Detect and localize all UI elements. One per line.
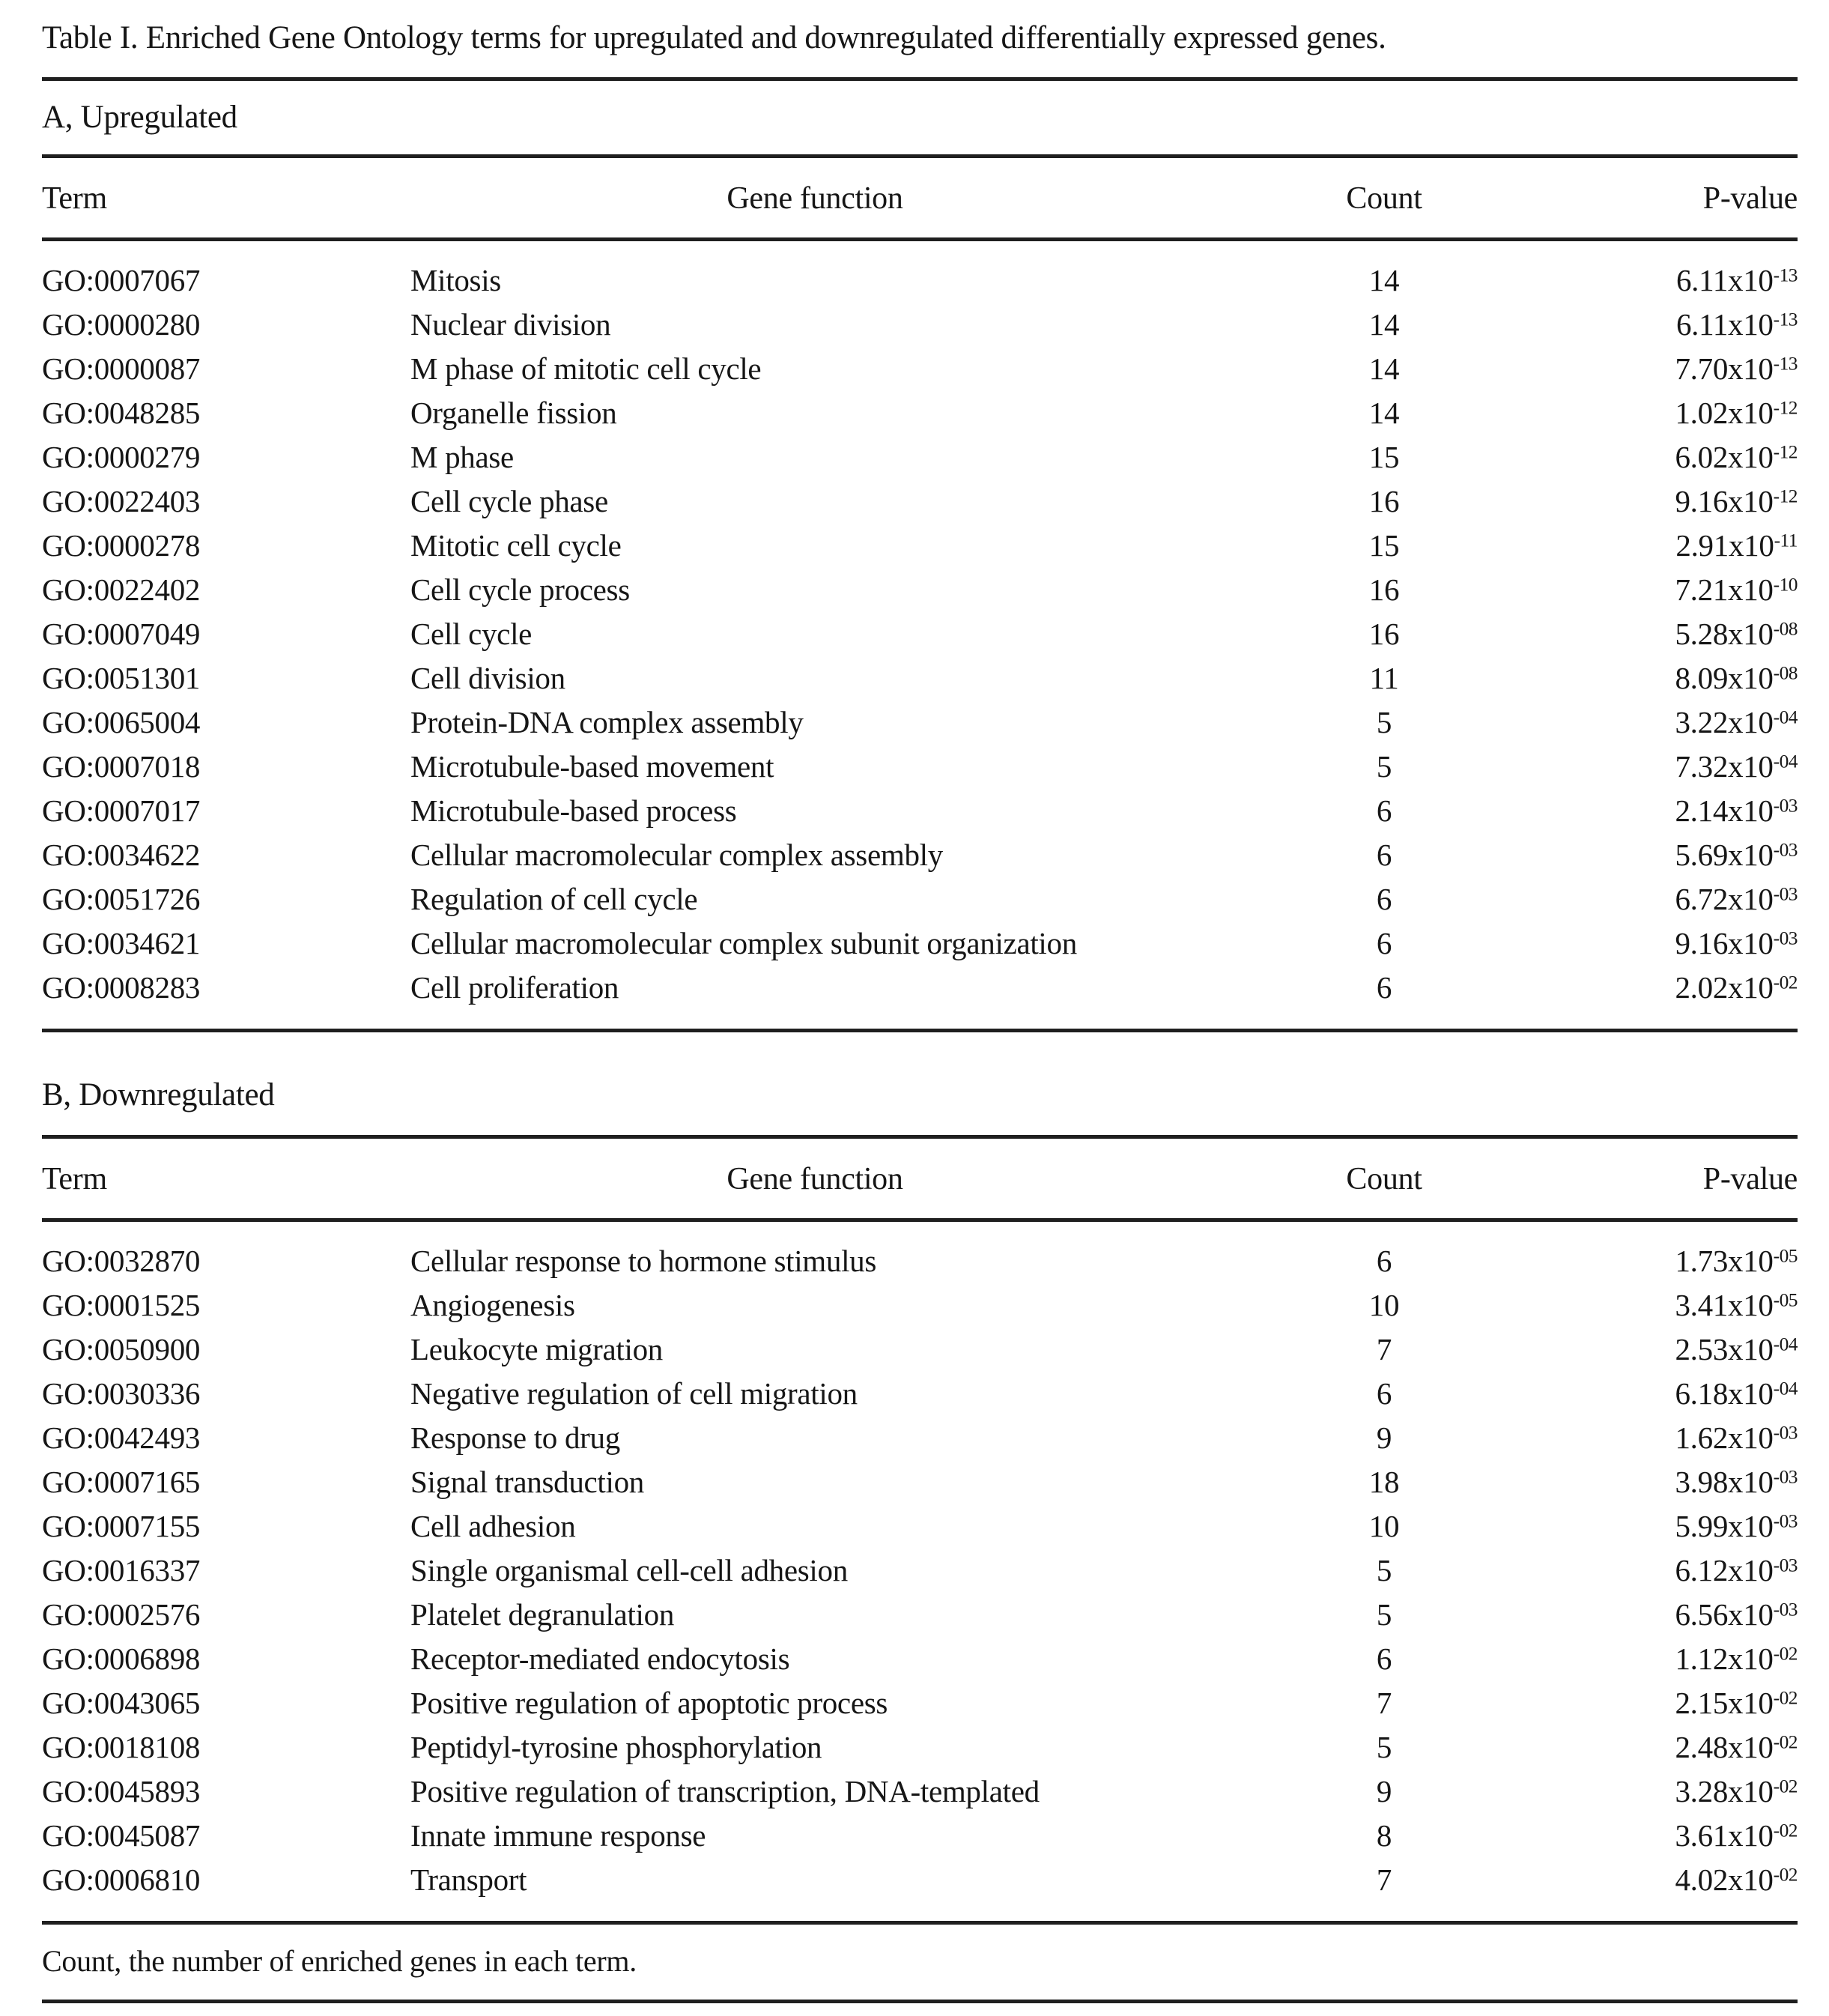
col-header-pvalue: P-value	[1549, 157, 1798, 240]
p-value-mantissa: 7.32x10	[1675, 748, 1774, 784]
go-term-id: GO:0034621	[42, 925, 201, 960]
go-term-id: GO:0000279	[42, 439, 201, 474]
p-value	[1549, 1283, 1798, 1327]
p-value-exponent: -04	[1773, 1333, 1798, 1354]
p-value-exponent: -03	[1773, 883, 1798, 904]
p-value-exponent: -05	[1773, 1289, 1798, 1310]
gene-function: Cell cycle phase	[410, 483, 608, 518]
section-label: A, Upregulated	[42, 100, 237, 135]
gene-function: Nuclear division	[410, 306, 611, 342]
gene-function: Organelle fission	[410, 395, 617, 430]
p-value-exponent: -12	[1773, 485, 1798, 506]
section-label: B, Downregulated	[42, 1077, 275, 1113]
p-value-exponent: -03	[1773, 794, 1798, 816]
header-row	[42, 1137, 1798, 1220]
gene-count: 18	[1368, 1464, 1400, 1499]
p-value-exponent: -03	[1773, 1554, 1798, 1575]
gene-count: 14	[1368, 262, 1400, 297]
gene-function: Cell adhesion	[410, 1508, 576, 1543]
table-row	[42, 965, 1798, 1031]
go-term-id: GO:0000087	[42, 351, 201, 386]
gene-count: 16	[1368, 616, 1400, 651]
go-term-id: GO:0032870	[42, 1243, 201, 1278]
gene-count: 10	[1368, 1508, 1400, 1543]
table-row	[42, 567, 1798, 611]
go-term-id: GO:0007049	[42, 616, 201, 651]
p-value-mantissa: 7.21x10	[1675, 572, 1774, 607]
p-value-exponent: -03	[1773, 1421, 1798, 1443]
gene-function: Mitotic cell cycle	[410, 527, 622, 563]
go-term-id: GO:0022403	[42, 483, 201, 518]
table-row	[42, 1459, 1798, 1504]
table-row	[42, 1327, 1798, 1371]
p-value-mantissa: 1.12x10	[1675, 1641, 1774, 1676]
gene-function: Cellular response to hormone stimulus	[410, 1243, 877, 1278]
horizontal-rule	[42, 77, 1798, 81]
p-value-exponent: -04	[1773, 706, 1798, 727]
gene-count: 6	[1376, 925, 1392, 960]
p-value-mantissa: 6.72x10	[1675, 881, 1774, 916]
table-row	[42, 523, 1798, 567]
go-term-id: GO:0018108	[42, 1729, 201, 1764]
table-row	[42, 700, 1798, 744]
p-value	[1549, 346, 1798, 390]
col-header-count: Count	[1219, 1137, 1549, 1220]
p-value-mantissa: 5.99x10	[1675, 1508, 1774, 1543]
p-value	[1549, 479, 1798, 523]
gene-function: Mitosis	[410, 262, 501, 297]
go-term-id: GO:0000278	[42, 527, 201, 563]
table-row	[42, 435, 1798, 479]
p-value-mantissa: 9.16x10	[1675, 925, 1774, 960]
table-row	[42, 877, 1798, 921]
p-value-mantissa: 6.02x10	[1675, 439, 1774, 474]
p-value	[1549, 611, 1798, 656]
gene-function: M phase of mitotic cell cycle	[410, 351, 762, 386]
gene-function: Response to drug	[410, 1420, 620, 1455]
gene-function: Cellular macromolecular complex assembly	[410, 837, 943, 872]
gene-function: Innate immune response	[410, 1817, 706, 1853]
p-value	[1549, 656, 1798, 700]
p-value	[1549, 567, 1798, 611]
p-value	[1549, 1371, 1798, 1415]
gene-function: Positive regulation of apoptotic process	[410, 1685, 888, 1720]
p-value	[1549, 1327, 1798, 1371]
go-term-id: GO:0007165	[42, 1464, 201, 1499]
table-row	[42, 479, 1798, 523]
p-value-exponent: -08	[1773, 617, 1798, 639]
table-sections	[42, 100, 1798, 1925]
go-term-id: GO:0034622	[42, 837, 201, 872]
p-value	[1549, 240, 1798, 303]
gene-function: Leukocyte migration	[410, 1331, 663, 1366]
p-value	[1549, 1415, 1798, 1459]
go-term-id: GO:0030336	[42, 1375, 201, 1411]
p-value-mantissa: 2.14x10	[1675, 793, 1774, 828]
gene-function: Platelet degranulation	[410, 1596, 675, 1632]
p-value	[1549, 1592, 1798, 1636]
p-value	[1549, 302, 1798, 346]
gene-count: 7	[1376, 1685, 1392, 1720]
gene-count: 15	[1368, 527, 1400, 563]
p-value-mantissa: 1.02x10	[1675, 395, 1774, 430]
gene-function: Negative regulation of cell migration	[410, 1375, 858, 1411]
p-value-exponent: -12	[1773, 396, 1798, 418]
p-value	[1549, 832, 1798, 877]
table-row	[42, 921, 1798, 965]
gene-function: Single organismal cell-cell adhesion	[410, 1552, 848, 1587]
table-row	[42, 1592, 1798, 1636]
go-term-id: GO:0045087	[42, 1817, 201, 1853]
go-term-table	[42, 1135, 1798, 1925]
p-value-exponent: -11	[1774, 529, 1798, 551]
go-term-id: GO:0051301	[42, 660, 201, 695]
table-row	[42, 1769, 1798, 1813]
table-row	[42, 390, 1798, 435]
go-term-id: GO:0048285	[42, 395, 201, 430]
gene-function: Cell cycle process	[410, 572, 630, 607]
gene-function: Microtubule-based process	[410, 793, 737, 828]
p-value-mantissa: 3.41x10	[1675, 1287, 1774, 1322]
go-term-id: GO:0007067	[42, 262, 201, 297]
go-term-id: GO:0008283	[42, 969, 201, 1005]
go-term-id: GO:0001525	[42, 1287, 201, 1322]
go-term-id: GO:0000280	[42, 306, 201, 342]
table-row	[42, 1220, 1798, 1283]
go-term-id: GO:0016337	[42, 1552, 201, 1587]
gene-function: Angiogenesis	[410, 1287, 575, 1322]
p-value-mantissa: 6.11x10	[1675, 262, 1774, 297]
p-value-exponent: -02	[1773, 1819, 1798, 1841]
p-value	[1549, 1220, 1798, 1283]
gene-count: 16	[1368, 572, 1400, 607]
p-value	[1549, 965, 1798, 1031]
go-term-id: GO:0051726	[42, 881, 201, 916]
p-value-exponent: -03	[1773, 1465, 1798, 1487]
gene-count: 5	[1376, 748, 1392, 784]
gene-function: Cellular macromolecular complex subunit organization	[410, 925, 1077, 960]
p-value-exponent: -05	[1773, 1244, 1798, 1266]
p-value-mantissa: 2.53x10	[1675, 1331, 1774, 1366]
table-body	[42, 1220, 1798, 1923]
p-value	[1549, 1504, 1798, 1548]
gene-count: 6	[1376, 793, 1392, 828]
gene-count: 11	[1369, 660, 1399, 695]
p-value-mantissa: 7.70x10	[1675, 351, 1774, 386]
table-title: Table I. Enriched Gene Ontology terms for upregulated and downregulated differentially expressed genes.	[42, 20, 1386, 55]
col-header-pvalue: P-value	[1549, 1137, 1798, 1220]
col-header-term: Term	[42, 157, 410, 240]
table-row	[42, 744, 1798, 788]
p-value	[1549, 390, 1798, 435]
go-term-id: GO:0007018	[42, 748, 201, 784]
gene-function: Cell cycle	[410, 616, 533, 651]
p-value	[1549, 1813, 1798, 1857]
gene-count: 14	[1368, 395, 1400, 430]
go-term-id: GO:0022402	[42, 572, 201, 607]
p-value-mantissa: 1.73x10	[1675, 1243, 1774, 1278]
gene-function: Regulation of cell cycle	[410, 881, 698, 916]
p-value-mantissa: 6.11x10	[1675, 306, 1774, 342]
p-value-mantissa: 6.12x10	[1675, 1552, 1774, 1587]
gene-count: 5	[1376, 1729, 1392, 1764]
table-row	[42, 656, 1798, 700]
horizontal-rule	[42, 2000, 1798, 2003]
p-value-mantissa: 3.28x10	[1675, 1773, 1774, 1808]
p-value-mantissa: 6.56x10	[1675, 1596, 1774, 1632]
p-value	[1549, 1459, 1798, 1504]
table-section	[42, 1077, 1798, 1925]
p-value-mantissa: 6.18x10	[1675, 1375, 1774, 1411]
go-term-id: GO:0045893	[42, 1773, 201, 1808]
table-row	[42, 1813, 1798, 1857]
go-term-id: GO:0007155	[42, 1508, 201, 1543]
p-value-exponent: -02	[1773, 1731, 1798, 1752]
p-value-mantissa: 8.09x10	[1675, 660, 1774, 695]
table-row	[42, 346, 1798, 390]
table-row	[42, 1680, 1798, 1725]
gene-count: 5	[1376, 1596, 1392, 1632]
p-value-exponent: -02	[1773, 1642, 1798, 1664]
go-term-table	[42, 154, 1798, 1032]
p-value-exponent: -02	[1773, 971, 1798, 993]
table-row	[42, 240, 1798, 303]
gene-count: 6	[1376, 1641, 1392, 1676]
table-row	[42, 1283, 1798, 1327]
p-value	[1549, 523, 1798, 567]
gene-count: 6	[1376, 837, 1392, 872]
gene-function: Positive regulation of transcription, DNA-templated	[410, 1773, 1040, 1808]
col-header-gene-function: Gene function	[410, 157, 1219, 240]
p-value-mantissa: 2.91x10	[1675, 527, 1774, 563]
p-value-exponent: -12	[1773, 441, 1798, 462]
p-value-exponent: -03	[1773, 927, 1798, 948]
p-value-exponent: -04	[1773, 750, 1798, 772]
p-value-exponent: -13	[1773, 308, 1798, 330]
col-header-term: Term	[42, 1137, 410, 1220]
gene-count: 5	[1376, 704, 1392, 739]
p-value-exponent: -10	[1773, 573, 1798, 595]
table-body	[42, 240, 1798, 1031]
go-term-id: GO:0065004	[42, 704, 201, 739]
go-term-id: GO:0042493	[42, 1420, 201, 1455]
p-value-exponent: -02	[1773, 1775, 1798, 1796]
go-term-id: GO:0002576	[42, 1596, 201, 1632]
gene-function: Peptidyl-tyrosine phosphorylation	[410, 1729, 822, 1764]
col-header-count: Count	[1219, 157, 1549, 240]
gene-count: 6	[1376, 881, 1392, 916]
p-value-exponent: -03	[1773, 1510, 1798, 1531]
gene-function: Cell division	[410, 660, 565, 695]
table-row	[42, 1857, 1798, 1923]
gene-function: Protein-DNA complex assembly	[410, 704, 804, 739]
col-header-gene-function: Gene function	[410, 1137, 1219, 1220]
go-term-id: GO:0006810	[42, 1862, 201, 1897]
p-value	[1549, 1725, 1798, 1769]
p-value	[1549, 877, 1798, 921]
table-row	[42, 1725, 1798, 1769]
p-value-exponent: -13	[1773, 264, 1798, 285]
go-term-id: GO:0043065	[42, 1685, 201, 1720]
p-value-mantissa: 9.16x10	[1675, 483, 1774, 518]
gene-function: Transport	[410, 1862, 527, 1897]
p-value-exponent: -03	[1773, 1598, 1798, 1620]
p-value-exponent: -02	[1773, 1686, 1798, 1708]
gene-count: 14	[1368, 306, 1400, 342]
p-value-mantissa: 2.15x10	[1675, 1685, 1774, 1720]
go-term-id: GO:0006898	[42, 1641, 201, 1676]
table-row	[42, 1636, 1798, 1680]
p-value-exponent: -13	[1773, 352, 1798, 374]
p-value-mantissa: 5.28x10	[1675, 616, 1774, 651]
table-row	[42, 302, 1798, 346]
p-value	[1549, 744, 1798, 788]
gene-count: 6	[1376, 969, 1392, 1005]
gene-count: 10	[1368, 1287, 1400, 1322]
gene-count: 6	[1376, 1243, 1392, 1278]
table-row	[42, 1371, 1798, 1415]
p-value-exponent: -02	[1773, 1863, 1798, 1885]
table-row	[42, 1415, 1798, 1459]
p-value	[1549, 1636, 1798, 1680]
p-value	[1549, 1857, 1798, 1923]
p-value-mantissa: 2.02x10	[1675, 969, 1774, 1005]
table-row	[42, 832, 1798, 877]
table-row	[42, 788, 1798, 832]
p-value-mantissa: 3.22x10	[1675, 704, 1774, 739]
gene-count: 15	[1368, 439, 1400, 474]
gene-count: 9	[1376, 1773, 1392, 1808]
p-value	[1549, 700, 1798, 744]
table-row	[42, 1548, 1798, 1592]
p-value-mantissa: 5.69x10	[1675, 837, 1774, 872]
gene-function: M phase	[410, 439, 514, 474]
header-row	[42, 157, 1798, 240]
p-value	[1549, 1548, 1798, 1592]
gene-count: 5	[1376, 1552, 1392, 1587]
p-value-exponent: -04	[1773, 1377, 1798, 1399]
go-term-id: GO:0050900	[42, 1331, 201, 1366]
gene-count: 6	[1376, 1375, 1392, 1411]
p-value	[1549, 1680, 1798, 1725]
p-value-mantissa: 3.61x10	[1675, 1817, 1774, 1853]
p-value-exponent: -03	[1773, 838, 1798, 860]
table-section	[42, 100, 1798, 1032]
go-term-id: GO:0007017	[42, 793, 201, 828]
p-value	[1549, 1769, 1798, 1813]
p-value-mantissa: 3.98x10	[1675, 1464, 1774, 1499]
p-value-mantissa: 4.02x10	[1675, 1862, 1774, 1897]
table-row	[42, 611, 1798, 656]
table-row	[42, 1504, 1798, 1548]
p-value-mantissa: 1.62x10	[1675, 1420, 1774, 1455]
p-value-mantissa: 2.48x10	[1675, 1729, 1774, 1764]
gene-function: Cell proliferation	[410, 969, 619, 1005]
gene-function: Microtubule-based movement	[410, 748, 774, 784]
gene-function: Receptor-mediated endocytosis	[410, 1641, 790, 1676]
p-value	[1549, 921, 1798, 965]
gene-function: Signal transduction	[410, 1464, 645, 1499]
p-value	[1549, 788, 1798, 832]
gene-count: 14	[1368, 351, 1400, 386]
gene-count: 7	[1376, 1331, 1392, 1366]
gene-count: 8	[1376, 1817, 1392, 1853]
p-value-exponent: -08	[1773, 662, 1798, 683]
gene-count: 16	[1368, 483, 1400, 518]
gene-count: 7	[1376, 1862, 1392, 1897]
gene-count: 9	[1376, 1420, 1392, 1455]
p-value	[1549, 435, 1798, 479]
table-footnote: Count, the number of enriched genes in each term.	[42, 1944, 637, 1978]
